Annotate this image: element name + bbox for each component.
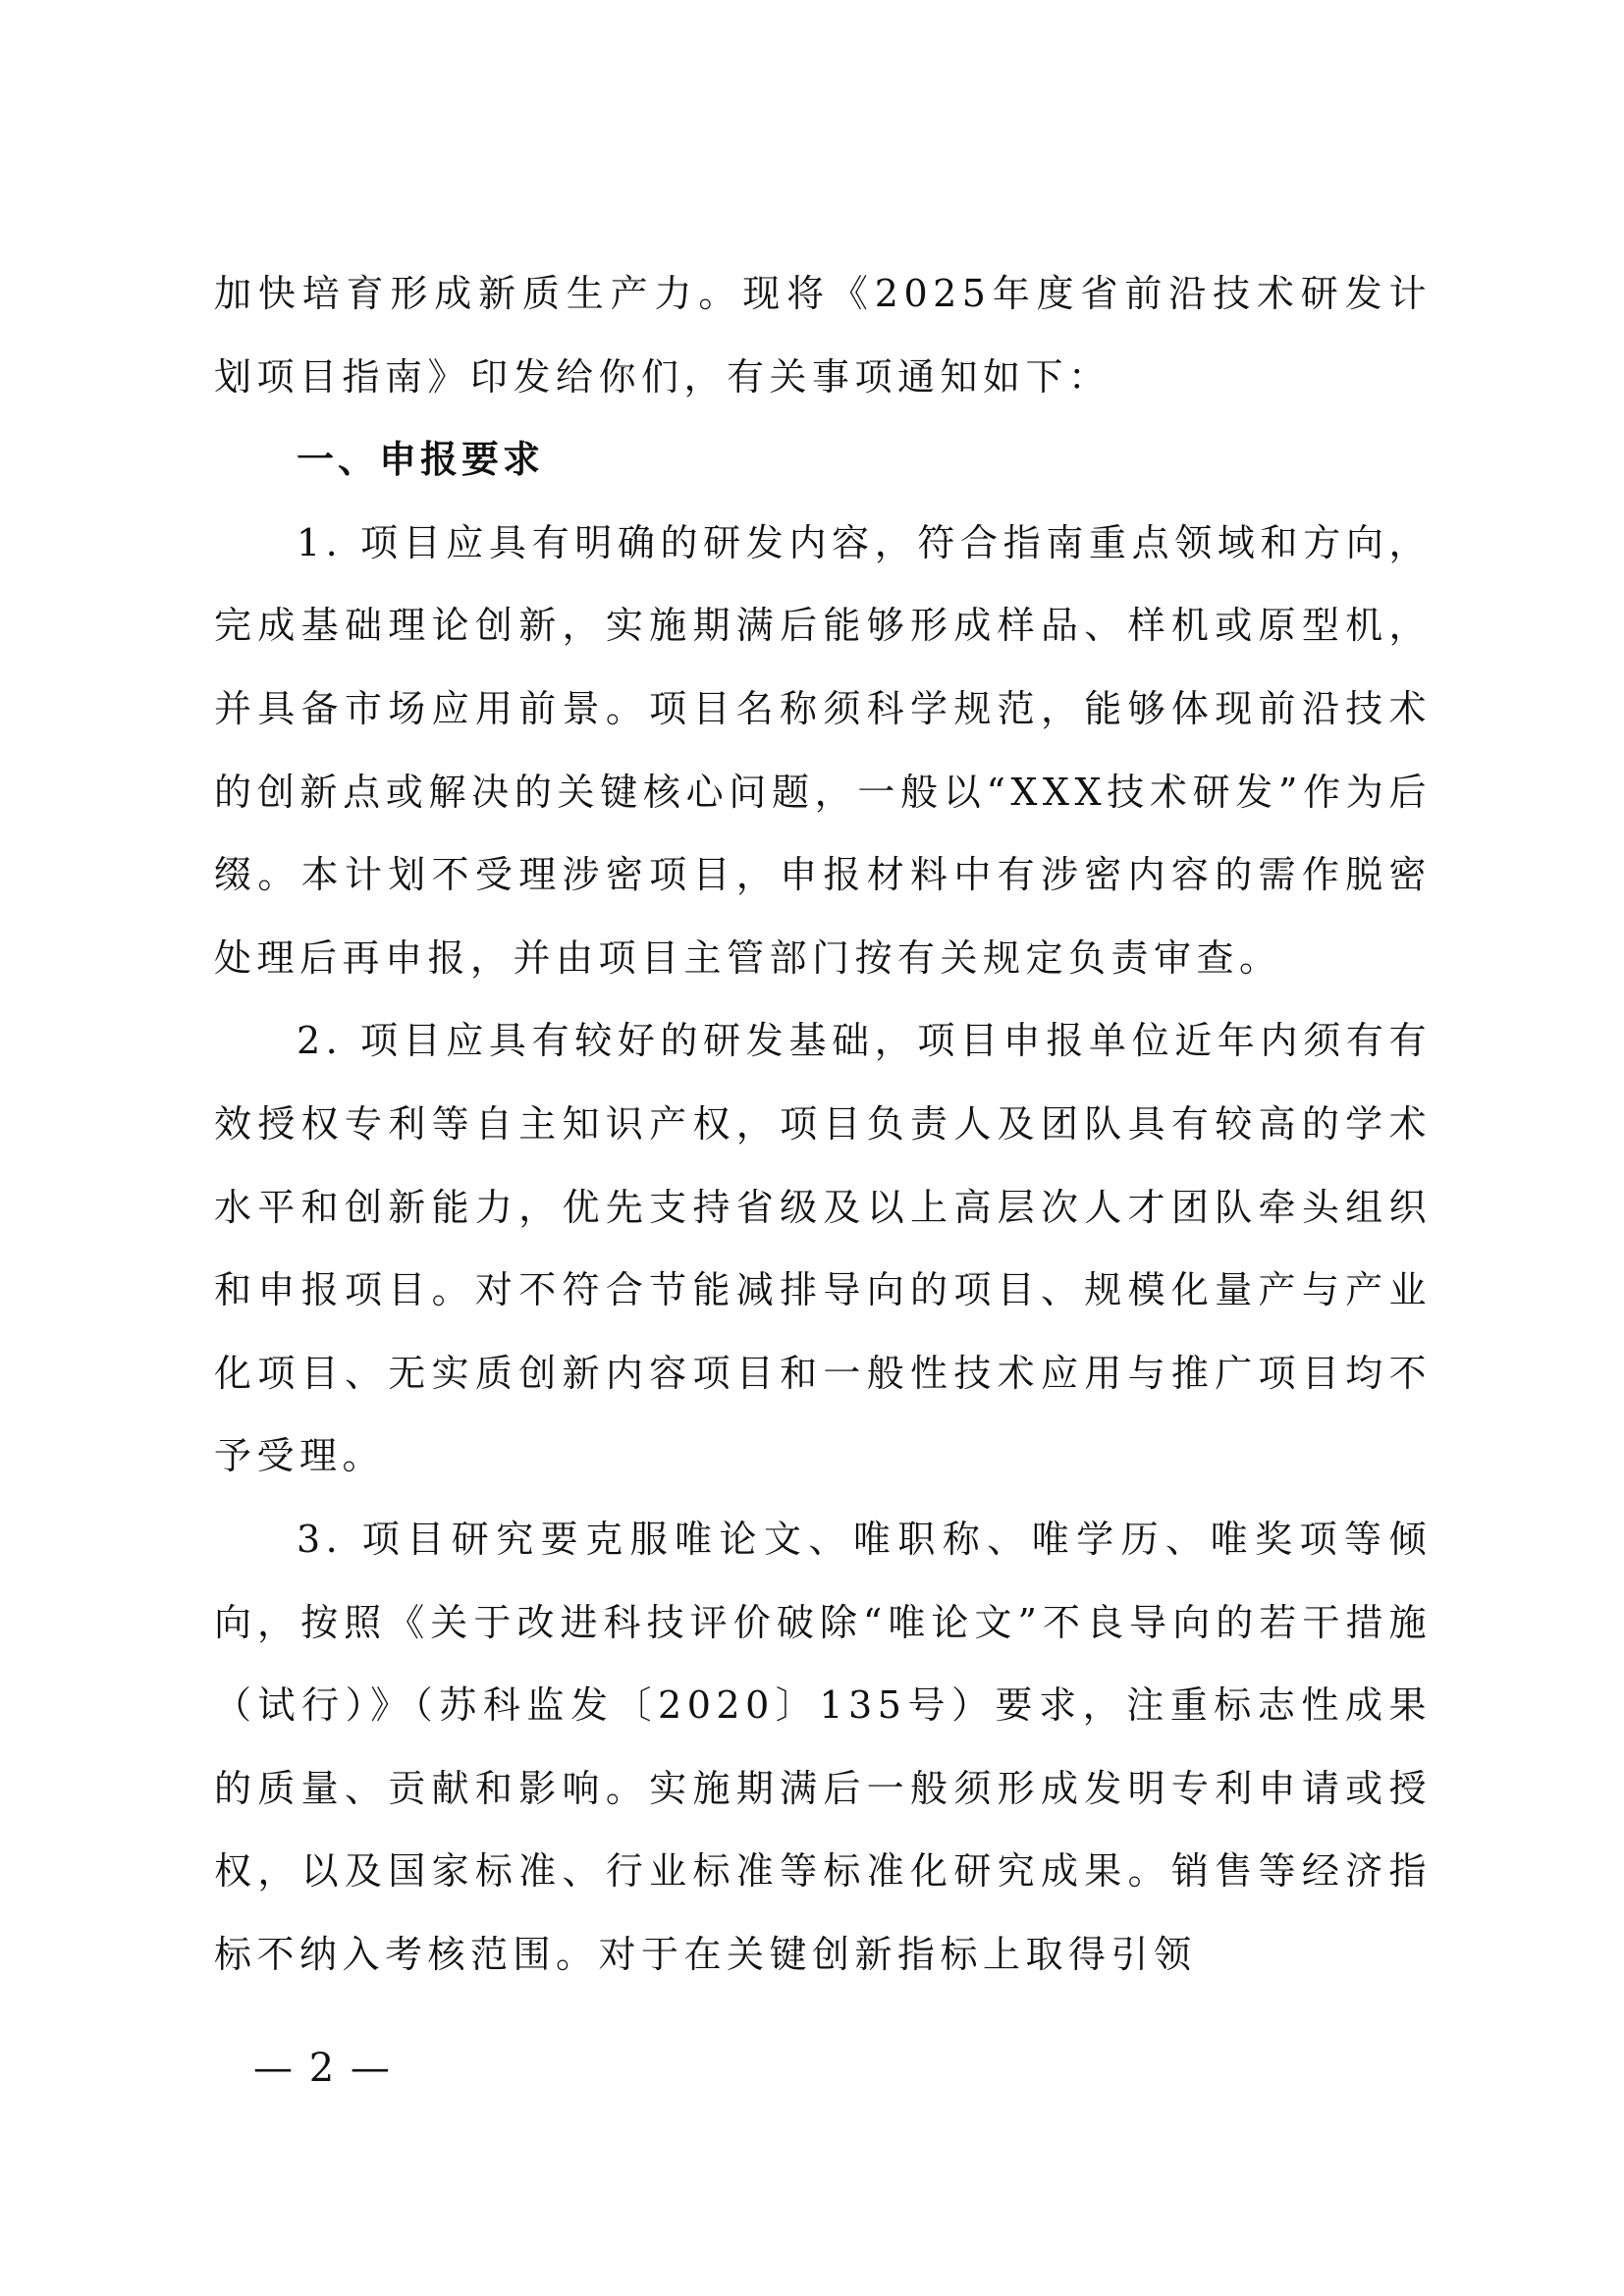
requirement-item-1: 1. 项目应具有明确的研发内容，符合指南重点领域和方向，完成基础理论创新，实施期满后能够形成样品、样机或原型机，并具备市场应用前景。项目名称须科学规范，能够体现前沿技术的创新点或解决的关键核心问题，一般以“XXX技术研发”作为后缀。本计划不受理涉密项目，申报材料中有涉密内容的需作脱密处理后再申报，并由项目主管部门按有关规定负责审查。 — [214, 520, 1432, 980]
requirement-item-3: 3. 项目研究要克服唯论文、唯职称、唯学历、唯奖项等倾向，按照《关于改进科技评价破除“唯论文”不良导向的若干措施（试行）》（苏科监发〔2020〕135号）要求，注重标志性成果的质量、贡献和影响。实施期满后一般须形成发明专利申请或授权，以及国家标准、行业标准等标准化研究成果。销售等经济指标不纳入考核范围。对于在关键创新指标上取得引领 — [214, 1517, 1432, 1976]
section-heading: 一、申报要求 — [297, 438, 545, 482]
requirement-item-2: 2. 项目应具有较好的研发基础，项目申报单位近年内须有有效授权专利等自主知识产权，项目负责人及团队具有较高的学术水平和创新能力，优先支持省级及以上高层次人才团队牵头组织和申报项目。对不符合节能减排导向的项目、规模化量产与产业化项目、无实质创新内容项目和一般性技术应用与推广项目均不予受理。 — [214, 1019, 1432, 1478]
intro-paragraph: 加快培育形成新质生产力。现将《2025年度省前沿技术研发计划项目指南》印发给你们，有关事项通知如下： — [214, 272, 1432, 399]
page-number: — 2 — — [253, 2046, 392, 2091]
document-body — [214, 252, 1432, 1996]
